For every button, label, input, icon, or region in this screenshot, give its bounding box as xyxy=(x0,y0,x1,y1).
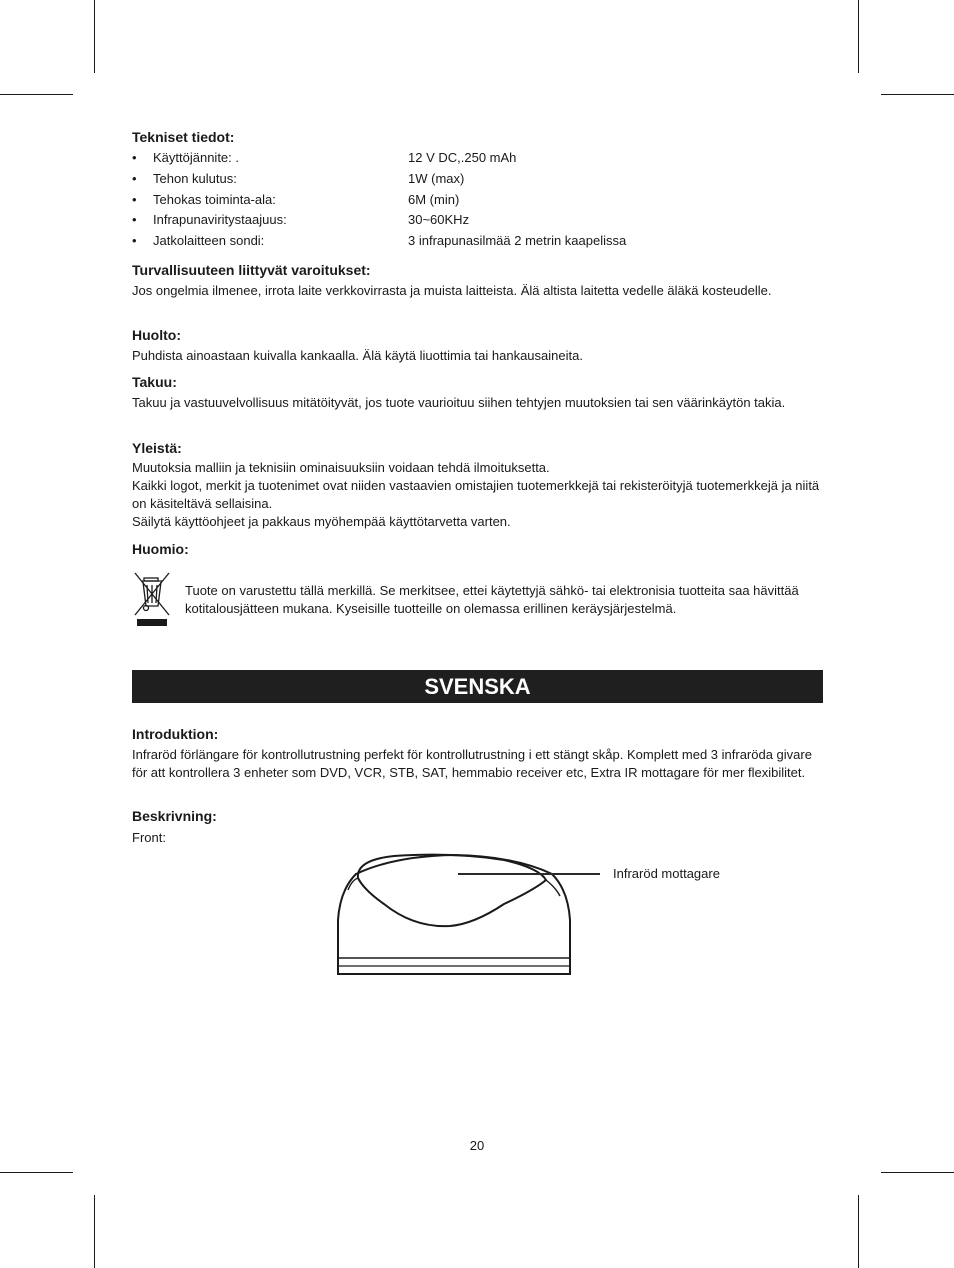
spec-label: Infrapunaviritystaajuus: xyxy=(153,212,287,227)
crop-mark xyxy=(858,1195,859,1268)
spec-value: 1W (max) xyxy=(408,171,465,186)
spec-row xyxy=(132,233,823,253)
bullet: • xyxy=(132,192,137,207)
safety-heading: Turvallisuuteen liittyvät varoitukset: xyxy=(132,262,371,278)
crop-mark xyxy=(0,1172,73,1173)
bullet: • xyxy=(132,150,137,165)
general-text: Säilytä käyttöohjeet ja pakkaus myöhempää käyttötarvetta varten. xyxy=(132,514,511,529)
crop-mark xyxy=(881,94,954,95)
spec-row xyxy=(132,150,823,170)
safety-text: Jos ongelmia ilmenee, irrota laite verkkovirrasta ja muista laitteista. Älä altista laitetta vedelle äläkä kosteudelle. xyxy=(132,283,772,298)
crop-mark xyxy=(858,0,859,73)
spec-value: 30~60KHz xyxy=(408,212,470,227)
maintenance-heading: Huolto: xyxy=(132,327,181,343)
bullet: • xyxy=(132,233,137,248)
notice-text: Tuote on varustettu tällä merkillä. Se merkitsee, ettei käytettyjä sähkö- tai elektronisia tuotteita saa hävittää kotitalousjätteen mukana. Kyseisille tuotteille on olemassa erillinen keräysjärjestelmä. xyxy=(185,583,799,616)
page-number: 20 xyxy=(469,1138,485,1153)
crossed-out-wheelie-bin-icon xyxy=(132,570,172,628)
spec-label: Tehon kulutus: xyxy=(153,171,237,186)
crop-mark xyxy=(94,0,95,73)
intro-text: Infraröd förlängare för kontrollutrustning perfekt för kontrollutrustning i ett stängt skåp. Komplett med 3 infraröda givare för att kontrollera 3 enheter som DVD, VCR, STB, SAT, hemmabio receiver etc, Extra IR mottagare för mer flexibilitet. xyxy=(132,747,812,780)
spec-label: Tehokas toiminta-ala: xyxy=(153,192,276,207)
spec-label: Käyttöjännite: . xyxy=(153,150,239,165)
ir-receiver-illustration xyxy=(334,850,574,978)
spec-value: 6M (min) xyxy=(408,192,460,207)
spec-heading: Tekniset tiedot: xyxy=(132,129,235,145)
front-label: Front: xyxy=(132,830,166,845)
spec-row xyxy=(132,192,823,212)
callout-line xyxy=(458,873,600,875)
general-text: Muutoksia malliin ja teknisiin ominaisuuksiin voidaan tehdä ilmoituksetta. xyxy=(132,460,550,475)
warranty-heading: Takuu: xyxy=(132,374,177,390)
spec-value: 12 V DC,.250 mAh xyxy=(408,150,517,165)
general-text: Kaikki logot, merkit ja tuotenimet ovat niiden vastaavien omistajien tuotemerkkejä tai rekisteröityjä tuotemerkkejä ja niitä on käsiteltävä sellaisina. xyxy=(132,478,820,511)
intro-heading: Introduktion: xyxy=(132,726,219,742)
description-heading: Beskrivning: xyxy=(132,808,217,824)
maintenance-text: Puhdista ainoastaan kuivalla kankaalla. Älä käytä liuottimia tai hankausaineita. xyxy=(132,348,583,363)
general-heading: Yleistä: xyxy=(132,440,182,456)
spec-value: 3 infrapunasilmää 2 metrin kaapelissa xyxy=(408,233,627,248)
crop-mark xyxy=(0,94,73,95)
warranty-text: Takuu ja vastuuvelvollisuus mitätöityvät, jos tuote vaurioituu siihen tehtyjen muutoksien tai sen väärinkäytön takia. xyxy=(132,395,786,410)
crop-mark xyxy=(881,1172,954,1173)
notice-heading: Huomio: xyxy=(132,541,189,557)
bullet: • xyxy=(132,212,137,227)
spec-label: Jatkolaitteen sondi: xyxy=(153,233,265,248)
crop-mark xyxy=(94,1195,95,1268)
bullet: • xyxy=(132,171,137,186)
spec-row xyxy=(132,171,823,191)
spec-row xyxy=(132,212,823,232)
section-title-bar: SVENSKA xyxy=(132,670,823,703)
callout-label: Infraröd mottagare xyxy=(613,866,720,881)
